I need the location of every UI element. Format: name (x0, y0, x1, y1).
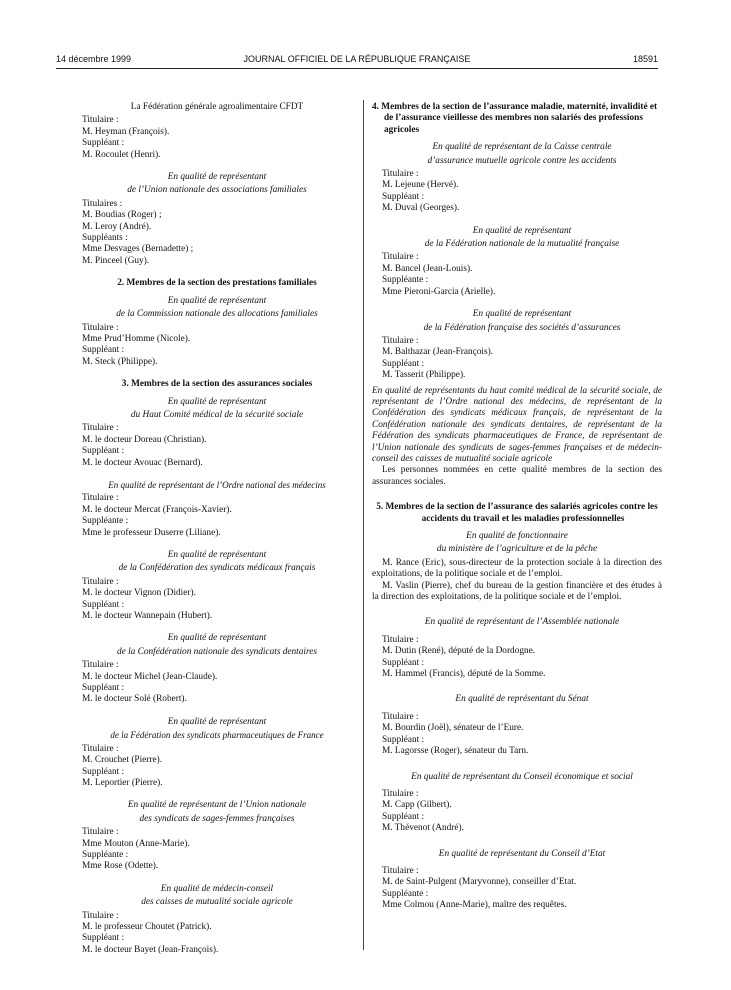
qualite-heading: En qualité de représentant (167, 633, 267, 644)
right-column (372, 102, 662, 912)
member-name: M. de Saint-Pulgent (Maryvonne), conseiller d’Etat. (382, 877, 577, 888)
role-label: Titulaire : (382, 335, 419, 346)
qualite-paragraph: En qualité de représentants du haut comité médical de la sécurité sociale, de représentant de l’Ordre national des médecins, de représentant de la Confédération des syndicats médicaux français, de représentant de la Confédération nationale des syndicats dentaires, de représentant de la Fédération des syndicats pharmaceutiques de France, de représentant de l’Union nationale des syndicats de sages-femmes françaises et de médecin-conseil des caisses de mutualité sociale agricole (372, 385, 662, 464)
member-paragraph: M. Rance (Eric), sous-directeur de la protection sociale à la direction des exploitations, de la politique sociale et de l’emploi. (372, 557, 662, 580)
qualite-heading: En qualité de représentant du Conseil d’Etat (438, 848, 606, 859)
member-name: M. Dutin (René), député de la Dordogne. (382, 646, 536, 657)
block-cfdt (82, 102, 352, 161)
block-unaf (82, 172, 352, 267)
block-medecin-conseil (82, 884, 352, 956)
member-name: Mme Pieroni-Garcia (Arielle). (382, 286, 496, 297)
role-label: Titulaire : (82, 743, 119, 754)
role-label: Titulaires : (82, 198, 123, 209)
member-name: Mme le professeur Duserre (Liliane). (82, 527, 221, 538)
member-name: M. le docteur Solé (Robert). (82, 694, 187, 705)
member-name: M. Lagorsse (Roger), sénateur du Tarn. (382, 746, 529, 757)
role-label: Suppléant : (382, 657, 425, 668)
member-name: M. Rocoulet (Henri). (82, 149, 161, 160)
role-label: Titulaire : (382, 252, 419, 263)
qualite-heading: En qualité de représentant de l’Assemblée nationale (424, 617, 620, 628)
role-label: Suppléant : (82, 599, 125, 610)
qualite-heading: En qualité de médecin-conseil (160, 883, 274, 894)
member-name: Mme Rose (Odette). (82, 861, 159, 872)
block-senat (372, 694, 662, 757)
member-name: M. le professeur Choutet (Patrick). (82, 921, 212, 932)
member-name: Mme Colmou (Anne-Marie), maître des requêtes. (382, 900, 567, 911)
qualite-heading: de la Commission nationale des allocations familiales (116, 309, 318, 320)
page-header (56, 54, 658, 68)
member-name: M. Capp (Gilbert). (382, 800, 452, 811)
block-cnsd (82, 633, 352, 705)
role-label: Titulaire : (82, 910, 119, 921)
block-conseil-etat (372, 849, 662, 912)
block-sages-femmes (82, 800, 352, 872)
block-conseil-economique (372, 772, 662, 835)
member-name: M. Bourdin (Joël), sénateur de l’Eure. (382, 723, 524, 734)
qualite-heading: En qualité de fonctionnaire (466, 531, 568, 541)
block-title: La Fédération générale agroalimentaire CFDT (130, 102, 304, 112)
member-name: M. Lejeune (Hervé). (382, 180, 459, 191)
role-label: Suppléant : (382, 734, 425, 745)
member-paragraph: M. Vaslin (Pierre), chef du bureau de la gestion financière et des études à la direction des exploitations, de la politique sociale et de l’emploi. (372, 580, 662, 603)
qualite-heading: de la Confédération des syndicats médicaux français (118, 563, 316, 574)
role-label: Suppléants : (82, 233, 128, 244)
member-name: M. le docteur Wannepain (Hubert). (82, 611, 213, 622)
qualite-heading: du Haut Comité médical de la sécurité sociale (130, 409, 304, 420)
column-divider (363, 100, 364, 950)
role-label: Suppléant : (82, 345, 125, 356)
section-heading-5: 5. Membres de la section de l’assurance des salariés agricoles contre les accidents du travail et les maladies professionnelles (376, 502, 658, 524)
qualite-heading: En qualité de représentant (472, 225, 572, 236)
member-name: M. Boudias (Roger) ; (82, 210, 162, 221)
block-societes-assurances (372, 309, 662, 381)
qualite-heading: En qualité de représentant du Sénat (455, 694, 589, 705)
block-assemblee-nationale (372, 617, 662, 680)
header-rule (56, 68, 658, 69)
role-label: Suppléante : (82, 516, 129, 527)
role-label: Suppléant : (82, 138, 125, 149)
qualite-heading: En qualité de représentant (167, 716, 267, 727)
member-name: M. Pinceel (Guy). (82, 255, 150, 266)
qualite-heading: d’assurance mutuelle agricole contre les accidents (427, 155, 617, 166)
header-date: 14 décembre 1999 (56, 54, 132, 64)
qualite-heading: En qualité de représentant (167, 396, 267, 407)
member-name: M. le docteur Doreau (Christian). (82, 434, 207, 445)
block-pharmaceutiques (82, 717, 352, 789)
member-name: M. le docteur Mercat (François-Xavier). (82, 504, 232, 515)
qualite-heading: En qualité de représentant de l’Ordre national des médecins (108, 479, 326, 490)
section-heading-3: 3. Membres de la section des assurances sociales (121, 379, 313, 390)
role-label: Titulaire : (382, 169, 419, 180)
member-name: M. Tasserit (Philippe). (382, 370, 466, 381)
member-name: M. Heyman (François). (82, 126, 170, 137)
qualite-heading: des syndicats de sages-femmes françaises (139, 813, 295, 824)
qualite-heading: En qualité de représentant du Conseil économique et social (411, 771, 633, 782)
qualite-heading: En qualité de représentant (472, 309, 572, 320)
member-name: M. Hammel (Francis), député de la Somme. (382, 669, 546, 680)
member-name: M. le docteur Avouac (Bernard). (82, 457, 203, 468)
role-label: Titulaire : (82, 322, 119, 333)
qualite-heading: de la Fédération française des sociétés d’assurances (423, 322, 621, 333)
role-label: Titulaire : (82, 660, 119, 671)
qualite-heading: En qualité de représentant (167, 172, 267, 183)
nomination-paragraph: Les personnes nommées en cette qualité membres de la section des assurances sociales. (372, 465, 662, 487)
role-label: Suppléant : (82, 766, 125, 777)
section-heading-4: 4. Membres de la section de l’assurance maladie, maternité, invalidité et de l’assurance vieillesse des membres non salariés des professions agricoles (372, 102, 658, 135)
qualite-heading: En qualité de représentant (167, 295, 267, 306)
member-name: M. Bancel (Jean-Louis). (382, 263, 473, 274)
role-label: Titulaire : (382, 711, 419, 722)
member-name: Mme Desvages (Bernadette) ; (82, 244, 194, 255)
role-label: Titulaire : (382, 788, 419, 799)
role-label: Suppléante : (382, 888, 429, 899)
member-name: M. le docteur Bayet (Jean-François). (82, 944, 219, 955)
member-name: M. Leportier (Pierre). (82, 777, 163, 788)
qualite-heading: des caisses de mutualité sociale agricole (141, 897, 293, 908)
block-fonctionnaire (372, 531, 662, 603)
role-label: Suppléant : (382, 191, 425, 202)
role-label: Suppléant : (82, 933, 125, 944)
role-label: Suppléant : (82, 446, 125, 457)
qualite-heading: de l’Union nationale des associations familiales (127, 185, 307, 196)
block-mutualite-francaise (372, 226, 662, 298)
member-name: M. le docteur Michel (Jean-Claude). (82, 671, 218, 682)
role-label: Suppléant : (382, 811, 425, 822)
role-label: Titulaire : (82, 423, 119, 434)
role-label: Suppléant : (382, 358, 425, 369)
member-name: M. Leroy (André). (82, 221, 152, 232)
role-label: Titulaire : (82, 115, 119, 126)
qualite-heading: En qualité de représentant de l’Union nationale (127, 800, 307, 811)
qualite-heading: de la Fédération nationale de la mutualité française (424, 239, 620, 250)
block-haut-comite (82, 397, 352, 469)
qualite-heading: de la Confédération nationale des syndicats dentaires (116, 646, 318, 657)
block-cnaf (82, 296, 352, 368)
block-csmf (82, 550, 352, 622)
member-name: M. Steck (Philippe). (82, 356, 158, 367)
role-label: Suppléante : (82, 849, 129, 860)
member-name: M. le docteur Vignon (Didier). (82, 588, 196, 599)
section-heading-2: 2. Membres de la section des prestations familiales (117, 278, 317, 289)
member-name: M. Crouchet (Pierre). (82, 755, 163, 766)
member-name: M. Duval (Georges). (382, 203, 460, 214)
role-label: Suppléant : (82, 683, 125, 694)
member-name: M. Thévenot (André). (382, 823, 464, 834)
qualite-heading: En qualité de représentant de la Caisse centrale (432, 142, 612, 153)
header-page-number: 18591 (632, 54, 658, 64)
header-journal-title: JOURNAL OFFICIEL DE LA RÉPUBLIQUE FRANÇAISE (243, 54, 471, 64)
qualite-heading: du ministère de l’agriculture et de la pêche (436, 544, 598, 555)
member-name: Mme Mouton (Anne-Marie). (82, 838, 190, 849)
member-name: M. Balthazar (Jean-François). (382, 347, 494, 358)
member-name: Mme Prud’Homme (Nicole). (82, 333, 191, 344)
qualite-heading: En qualité de représentant (167, 550, 267, 560)
role-label: Suppléante : (382, 275, 429, 286)
role-label: Titulaire : (82, 827, 119, 838)
role-label: Titulaire : (382, 634, 419, 645)
role-label: Titulaire : (82, 493, 119, 504)
block-caisse-centrale (372, 142, 662, 214)
role-label: Titulaire : (382, 865, 419, 876)
role-label: Titulaire : (82, 576, 119, 587)
left-column (82, 102, 352, 956)
qualite-heading: de la Fédération des syndicats pharmaceutiques de France (110, 730, 324, 741)
block-ordre-medecins (82, 480, 352, 539)
